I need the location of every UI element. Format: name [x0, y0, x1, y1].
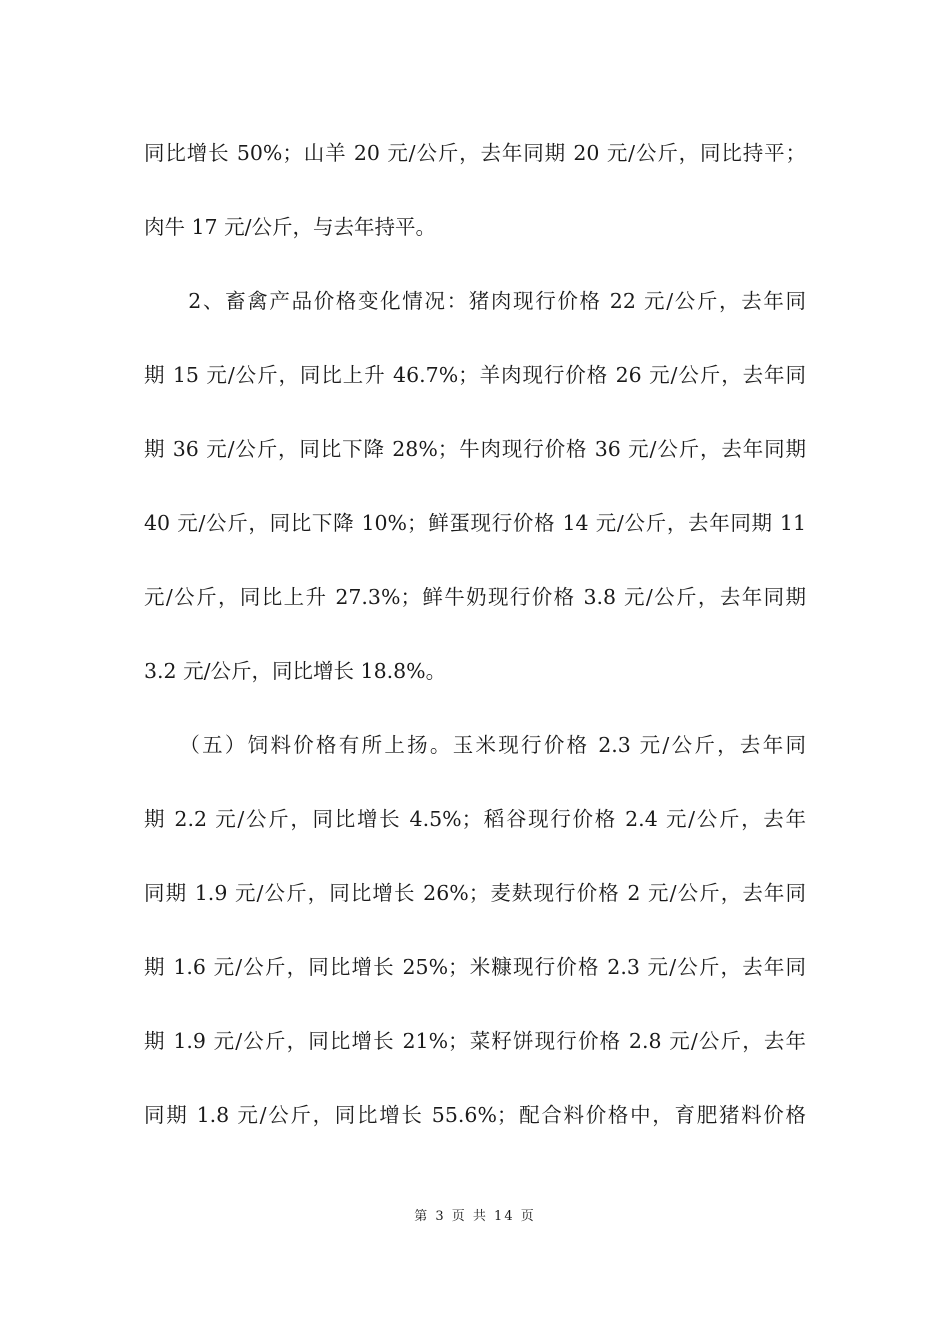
- body-text: [144, 129, 806, 1165]
- text-line: 同比增长 50%；山羊 20 元/公斤，去年同期 20 元/公斤，同比持平；: [144, 141, 806, 165]
- text-line: 期 2.2 元/公斤，同比增长 4.5%；稻谷现行价格 2.4 元/公斤，去年: [144, 807, 806, 831]
- text-line: 期 15 元/公斤，同比上升 46.7%；羊肉现行价格 26 元/公斤，去年同: [144, 363, 806, 387]
- text-line: （五）饲料价格有所上扬。玉米现行价格 2.3 元/公斤，去年同: [144, 733, 806, 757]
- text-line: 期 1.9 元/公斤，同比增长 21%；菜籽饼现行价格 2.8 元/公斤，去年: [144, 1029, 806, 1053]
- text-line: 40 元/公斤，同比下降 10%；鲜蛋现行价格 14 元/公斤，去年同期 11: [144, 511, 806, 535]
- text-line: 同期 1.8 元/公斤，同比增长 55.6%；配合料价格中，育肥猪料价格: [144, 1103, 806, 1127]
- text-line: 3.2 元/公斤，同比增长 18.8%。: [144, 659, 447, 683]
- text-line: 2、畜禽产品价格变化情况：猪肉现行价格 22 元/公斤，去年同: [144, 289, 806, 313]
- text-line: 同期 1.9 元/公斤，同比增长 26%；麦麸现行价格 2 元/公斤，去年同: [144, 881, 806, 905]
- text-line: 期 1.6 元/公斤，同比增长 25%；米糠现行价格 2.3 元/公斤，去年同: [144, 955, 806, 979]
- page-number-footer: 第 3 页 共 14 页: [414, 1209, 536, 1224]
- text-line: 元/公斤，同比上升 27.3%；鲜牛奶现行价格 3.8 元/公斤，去年同期: [144, 585, 806, 609]
- text-line: 肉牛 17 元/公斤，与去年持平。: [144, 215, 437, 239]
- text-line: 期 36 元/公斤，同比下降 28%；牛肉现行价格 36 元/公斤，去年同期: [144, 437, 806, 461]
